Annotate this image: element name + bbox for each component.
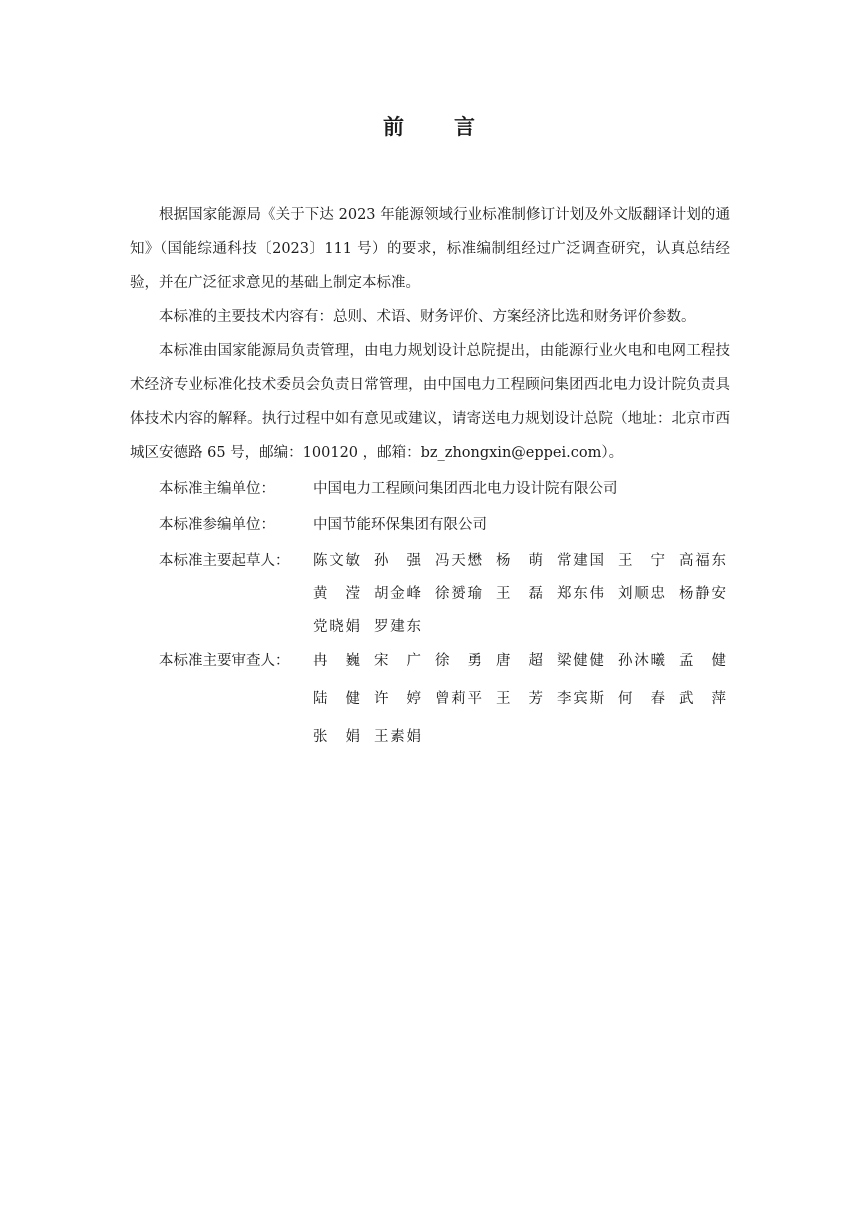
- reviewer-name: 唐 超: [496, 653, 543, 669]
- reviewer-name: 冉 巍: [313, 653, 360, 669]
- reviewers-label: 本标准主要审查人：: [159, 653, 290, 669]
- drafter-name: 胡金峰: [374, 586, 421, 602]
- drafter-name: 冯天懋: [435, 553, 482, 569]
- reviewer-name: 许 婷: [374, 691, 421, 707]
- reviewer-name: 曾莉平: [435, 691, 482, 707]
- reviewer-name: 孙沐曦: [618, 653, 665, 669]
- reviewer-name: 陆 健: [313, 691, 360, 707]
- drafter-name: 常建国: [557, 553, 604, 569]
- drafter-name: 黄 滢: [313, 586, 360, 602]
- reviewer-name: 李宾斯: [557, 691, 604, 707]
- drafters-block: [130, 546, 730, 642]
- reviewer-name: 武 萍: [679, 691, 726, 707]
- reviewer-name: 徐 勇: [435, 653, 482, 669]
- reviewers-block: [130, 646, 730, 752]
- reviewer-name: 王素娟: [374, 729, 421, 745]
- reviewers-names: [313, 646, 740, 752]
- title-char-1: 前: [383, 114, 406, 139]
- chief-editor-row: [130, 472, 730, 506]
- reviewer-name: 宋 广: [374, 653, 421, 669]
- co-editor-value: 中国节能环保集团有限公司: [313, 517, 487, 533]
- paragraph-1: 根据国家能源局《关于下达 2023 年能源领域行业标准制修订计划及外文版翻译计划的通知》（国能综通科技〔2023〕111 号）的要求，标准编制组经过广泛调查研究，认真总结经验，并在广泛征求意见的基础上制定本标准。: [130, 207, 730, 291]
- reviewer-name: 何 春: [618, 691, 665, 707]
- reviewer-name: 梁健健: [557, 653, 604, 669]
- reviewer-name: 孟 健: [679, 653, 726, 669]
- co-editor-label: 本标准参编单位：: [159, 517, 275, 533]
- drafter-name: 王 磊: [496, 586, 543, 602]
- drafter-name: 杨 萌: [496, 553, 543, 569]
- chief-editor-label: 本标准主编单位：: [159, 481, 275, 497]
- drafter-name: 孙 强: [374, 553, 421, 569]
- drafter-name: 高福东: [679, 553, 726, 569]
- title-char-2: 言: [454, 114, 477, 139]
- drafter-name: 杨静安: [679, 586, 726, 602]
- drafter-name: 刘顺忠: [618, 586, 665, 602]
- paragraph-2: 本标准的主要技术内容有：总则、术语、财务评价、方案经济比选和财务评价参数。: [159, 309, 696, 325]
- reviewer-name: 王 芳: [496, 691, 543, 707]
- drafter-name: 党晓娟: [313, 619, 360, 635]
- page-title: [0, 112, 860, 142]
- co-editor-row: [130, 508, 730, 542]
- paragraph-3: 本标准由国家能源局负责管理，由电力规划设计总院提出，由能源行业火电和电网工程技术经济专业标准化技术委员会负责日常管理，由中国电力工程顾问集团西北电力设计院负责具体技术内容的解释。执行过程中如有意见或建议，请寄送电力规划设计总院（地址：北京市西城区安德路 65 号，邮编：100120 ，邮箱：bz_zhongxin@eppei.com）。: [130, 343, 730, 461]
- drafter-name: 郑东伟: [557, 586, 604, 602]
- chief-editor-value: 中国电力工程顾问集团西北电力设计院有限公司: [313, 481, 618, 497]
- drafters-label: 本标准主要起草人：: [159, 553, 290, 569]
- drafter-name: 徐赟瑜: [435, 586, 482, 602]
- reviewer-name: 张 娟: [313, 729, 360, 745]
- drafter-name: 王 宁: [618, 553, 665, 569]
- preface-body: [130, 198, 730, 752]
- drafter-name: 罗建东: [374, 619, 421, 635]
- drafters-names: [313, 546, 740, 642]
- drafter-name: 陈文敏: [313, 553, 360, 569]
